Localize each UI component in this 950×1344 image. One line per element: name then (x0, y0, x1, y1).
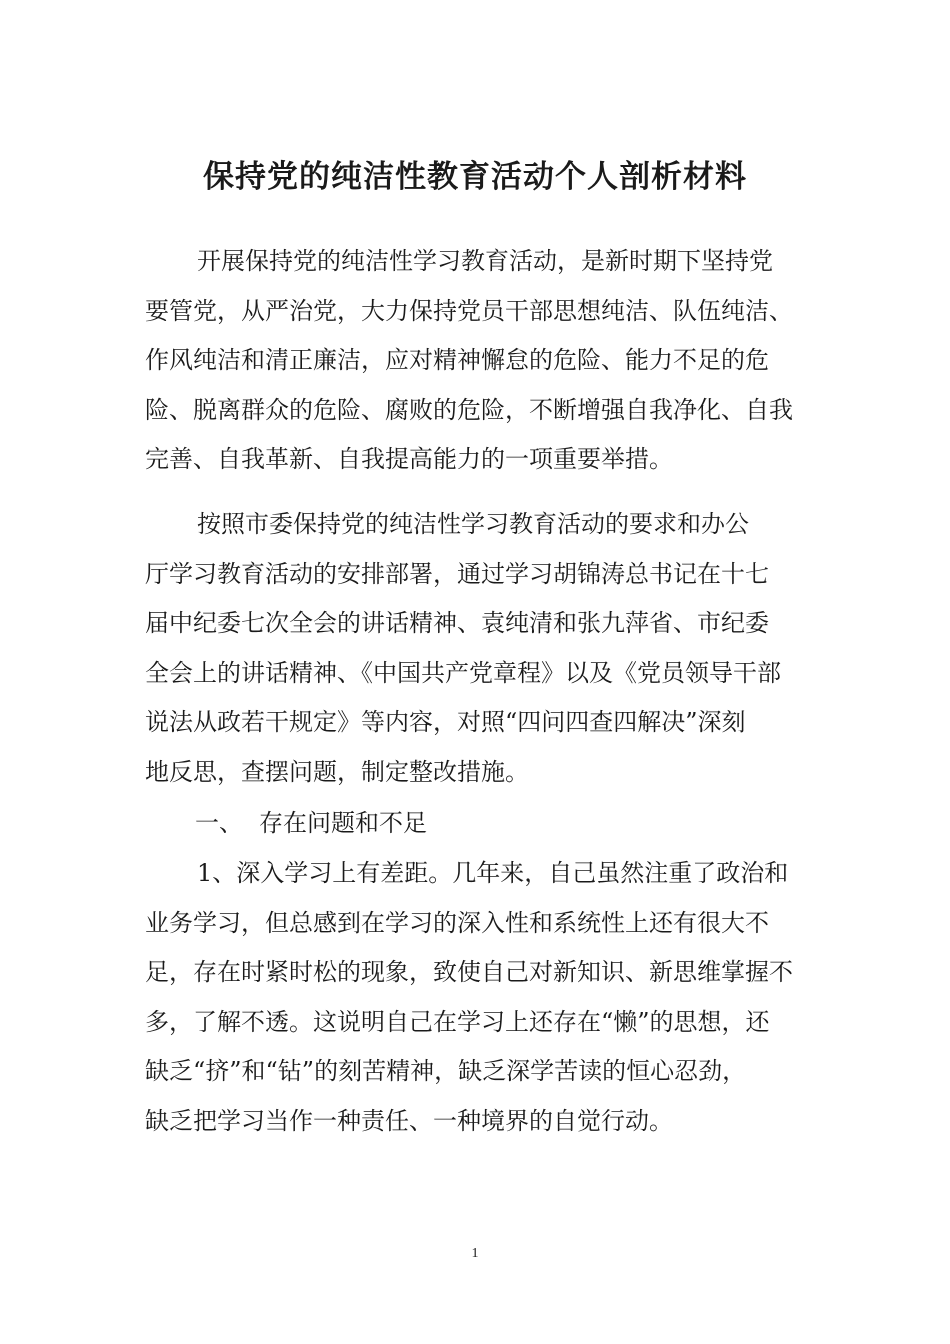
section-heading (195, 799, 427, 849)
paragraph-arrangement (145, 500, 811, 797)
text-line: 作风纯洁和清正廉洁，应对精神懈怠的危险、能力不足的危 (145, 346, 769, 374)
paragraph-intro (145, 237, 811, 485)
text-line: 开展保持党的纯洁性学习教育活动，是新时期下坚持党 (197, 247, 773, 275)
text-line: 1、深入学习上有差距。几年来，自己虽然注重了政治和 (197, 859, 789, 887)
text-line: 多，了解不透。这说明自己在学习上还存在“懒”的思想，还 (145, 1007, 770, 1036)
page-number: 1 (471, 1246, 479, 1261)
text-line: 缺乏把学习当作一种责任、一种境界的自觉行动。 (145, 1106, 673, 1135)
text-line: 地反思，查摆问题，制定整改措施。 (145, 757, 529, 786)
section-title: 存在问题和不足 (259, 809, 427, 837)
text-line: 险、脱离群众的危险、腐败的危险，不断增强自我净化、自我 (145, 395, 793, 424)
text-line: 足，存在时紧时松的现象，致使自己对新知识、新思维掌握不 (145, 958, 793, 986)
text-line: 按照市委保持党的纯洁性学习教育活动的要求和办公 (197, 510, 749, 538)
text-line: 厅学习教育活动的安排部署，通过学习胡锦涛总书记在十七 (145, 559, 769, 588)
section-number: 一、 (195, 809, 243, 837)
text-line: 全会上的讲话精神、《中国共产党章程》以及《党员领导干部 (145, 658, 781, 687)
text-line: 要管党，从严治党，大力保持党员干部思想纯洁、队伍纯洁、 (145, 296, 793, 325)
document-title: 保持党的纯洁性教育活动个人剖析材料 (203, 159, 747, 195)
text-line: 届中纪委七次全会的讲话精神、袁纯清和张九萍省、市纪委 (145, 609, 769, 637)
text-line: 完善、自我革新、自我提高能力的一项重要举措。 (145, 445, 673, 473)
paragraph-issue-1 (145, 849, 811, 1146)
text-line: 说法从政若干规定》等内容，对照“四问四查四解决”深刻 (145, 708, 746, 736)
text-line: 业务学习，但总感到在学习的深入性和系统性上还有很大不 (145, 908, 769, 937)
text-line: 缺乏“挤”和“钻”的刻苦精神，缺乏深学苦读的恒心忍劲， (145, 1057, 747, 1085)
